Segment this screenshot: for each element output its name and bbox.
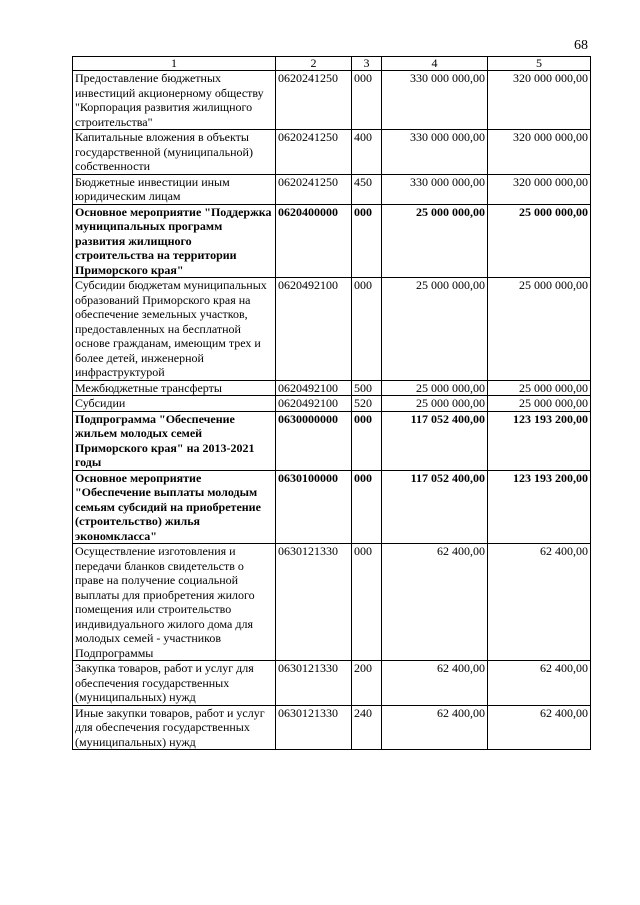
row-code-cell: 0630121330 — [276, 705, 352, 750]
column-header-2: 2 — [276, 57, 352, 71]
row-amount-2021-cell: 123 193 200,00 — [488, 411, 591, 470]
row-name-cell: Субсидии — [73, 396, 276, 412]
column-header-4: 4 — [382, 57, 488, 71]
row-expense-type-cell: 500 — [352, 380, 382, 396]
row-amount-2020-cell: 25 000 000,00 — [382, 278, 488, 381]
table-row — [73, 544, 591, 661]
row-amount-2020-cell: 330 000 000,00 — [382, 174, 488, 204]
row-code-cell: 0620492100 — [276, 278, 352, 381]
row-code-cell: 0620241250 — [276, 130, 352, 175]
table-row — [73, 705, 591, 750]
row-code-cell: 0630121330 — [276, 661, 352, 706]
row-amount-2021-cell: 320 000 000,00 — [488, 174, 591, 204]
row-name-cell: Предоставление бюджетных инвестиций акционерному обществу "Корпорация развития жилищного строительства" — [73, 71, 276, 130]
row-amount-2021-cell: 62 400,00 — [488, 661, 591, 706]
row-expense-type-cell: 000 — [352, 278, 382, 381]
row-amount-2020-cell: 117 052 400,00 — [382, 411, 488, 470]
row-code-cell: 0620241250 — [276, 71, 352, 130]
row-expense-type-cell: 000 — [352, 411, 382, 470]
row-code-cell: 0620492100 — [276, 380, 352, 396]
row-amount-2021-cell: 62 400,00 — [488, 544, 591, 661]
row-expense-type-cell: 520 — [352, 396, 382, 412]
row-amount-2021-cell: 320 000 000,00 — [488, 130, 591, 175]
row-amount-2021-cell: 25 000 000,00 — [488, 396, 591, 412]
row-expense-type-cell: 200 — [352, 661, 382, 706]
table-row — [73, 380, 591, 396]
row-amount-2021-cell: 62 400,00 — [488, 705, 591, 750]
table-row — [73, 411, 591, 470]
row-code-cell: 0620400000 — [276, 204, 352, 278]
row-expense-type-cell: 000 — [352, 71, 382, 130]
row-name-cell: Межбюджетные трансферты — [73, 380, 276, 396]
row-name-cell: Осуществление изготовления и передачи бланков свидетельств о праве на получение социальной выплаты для приобретения жилого помещения или строительство индивидуального жилого дома для молодых семей - участников Подпрограммы — [73, 544, 276, 661]
row-amount-2020-cell: 25 000 000,00 — [382, 204, 488, 278]
row-code-cell: 0630000000 — [276, 411, 352, 470]
table-header-row — [73, 57, 591, 71]
row-code-cell: 0630100000 — [276, 470, 352, 544]
row-name-cell: Иные закупки товаров, работ и услуг для обеспечения государственных (муниципальных) нужд — [73, 705, 276, 750]
row-amount-2020-cell: 117 052 400,00 — [382, 470, 488, 544]
row-amount-2021-cell: 25 000 000,00 — [488, 278, 591, 381]
budget-table — [72, 56, 591, 750]
row-expense-type-cell: 000 — [352, 204, 382, 278]
row-name-cell: Основное мероприятие "Поддержка муниципальных программ развития жилищного строительства на территории Приморского края" — [73, 204, 276, 278]
row-name-cell: Капитальные вложения в объекты государственной (муниципальной) собственности — [73, 130, 276, 175]
column-header-5: 5 — [488, 57, 591, 71]
table-row — [73, 71, 591, 130]
column-header-3: 3 — [352, 57, 382, 71]
row-amount-2021-cell: 320 000 000,00 — [488, 71, 591, 130]
table-row — [73, 470, 591, 544]
row-name-cell: Субсидии бюджетам муниципальных образований Приморского края на обеспечение земельных участков, предоставленных на бесплатной основе гражданам, имеющим трех и более детей, инженерной инфраструктурой — [73, 278, 276, 381]
table-row — [73, 204, 591, 278]
row-code-cell: 0620492100 — [276, 396, 352, 412]
row-amount-2020-cell: 62 400,00 — [382, 705, 488, 750]
row-expense-type-cell: 000 — [352, 544, 382, 661]
row-name-cell: Основное мероприятие "Обеспечение выплаты молодым семьям субсидий на приобретение (строительство) жилья экономкласса" — [73, 470, 276, 544]
row-amount-2020-cell: 25 000 000,00 — [382, 380, 488, 396]
row-amount-2020-cell: 62 400,00 — [382, 544, 488, 661]
row-name-cell: Подпрограмма "Обеспечение жильем молодых семей Приморского края" на 2013-2021 годы — [73, 411, 276, 470]
page-number: 68 — [574, 38, 588, 53]
table-row — [73, 130, 591, 175]
row-amount-2020-cell: 330 000 000,00 — [382, 130, 488, 175]
column-header-1: 1 — [73, 57, 276, 71]
table-row — [73, 278, 591, 381]
row-amount-2020-cell: 62 400,00 — [382, 661, 488, 706]
row-expense-type-cell: 400 — [352, 130, 382, 175]
row-name-cell: Бюджетные инвестиции иным юридическим лицам — [73, 174, 276, 204]
table-row — [73, 174, 591, 204]
row-name-cell: Закупка товаров, работ и услуг для обеспечения государственных (муниципальных) нужд — [73, 661, 276, 706]
table-body — [73, 71, 591, 750]
row-amount-2020-cell: 25 000 000,00 — [382, 396, 488, 412]
row-amount-2021-cell: 25 000 000,00 — [488, 204, 591, 278]
row-amount-2021-cell: 25 000 000,00 — [488, 380, 591, 396]
table-row — [73, 396, 591, 412]
row-code-cell: 0620241250 — [276, 174, 352, 204]
row-expense-type-cell: 240 — [352, 705, 382, 750]
row-expense-type-cell: 000 — [352, 470, 382, 544]
row-expense-type-cell: 450 — [352, 174, 382, 204]
table-row — [73, 661, 591, 706]
row-amount-2021-cell: 123 193 200,00 — [488, 470, 591, 544]
row-amount-2020-cell: 330 000 000,00 — [382, 71, 488, 130]
row-code-cell: 0630121330 — [276, 544, 352, 661]
